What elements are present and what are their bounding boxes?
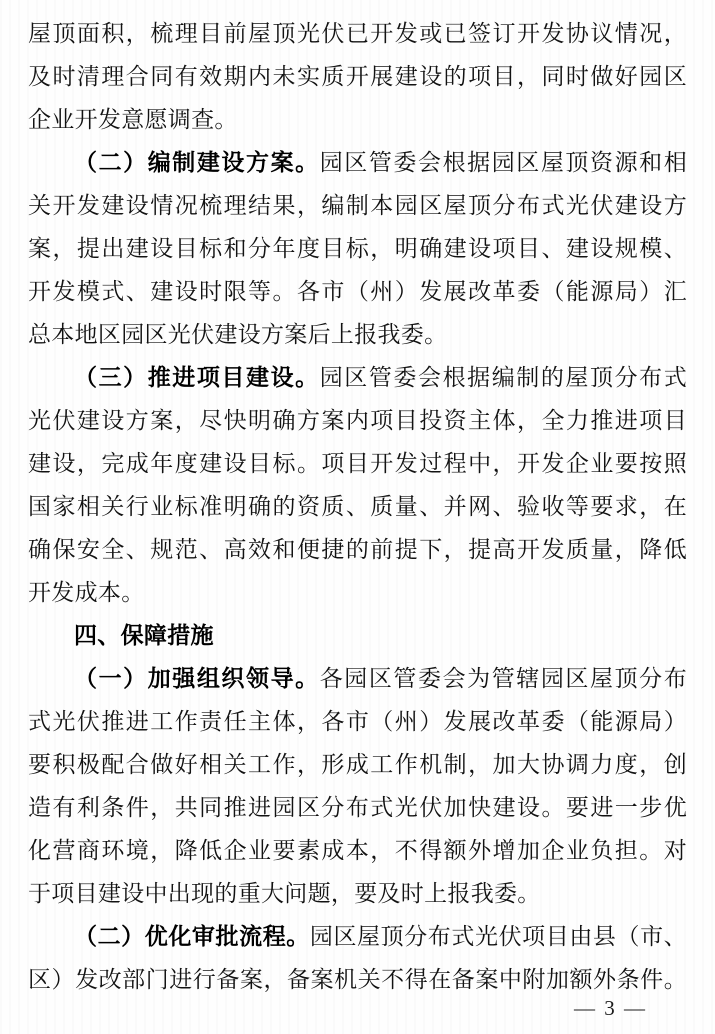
line-text: 各园区管委会为管辖园区屋顶分布 — [319, 666, 688, 691]
text-line — [0, 184, 715, 227]
line-text: 造有利条件，共同推进园区分布式光伏加快建设。要进一步优 — [28, 795, 687, 820]
text-line-section-2-heading — [0, 141, 715, 184]
page-number: — 3 — — [574, 996, 647, 1020]
line-text: 开发模式、建设时限等。各市（州）发展改革委（能源局）汇 — [28, 279, 687, 304]
line-lead-bold: （三）推进项目建设。 — [74, 365, 320, 390]
line-text: 区）发改部门进行备案，备案机关不得在备案中附加额外条件。 — [28, 967, 687, 992]
line-text: 园区屋顶分布式光伏项目由县（市、 — [309, 924, 687, 949]
text-line — [0, 313, 715, 356]
line-text: 化营商环境，降低企业要素成本，不得额外增加企业负担。对 — [28, 838, 687, 863]
text-line-section-2b-heading — [0, 915, 715, 958]
text-line — [0, 829, 715, 872]
line-text: 要积极配合做好相关工作，形成工作机制，加大协调力度，创 — [28, 752, 687, 777]
line-text: 及时清理合同有效期内未实质开展建设的项目，同时做好园区 — [28, 64, 687, 89]
text-line — [0, 485, 715, 528]
text-line — [0, 55, 715, 98]
line-text: 建设，完成年度建设目标。项目开发过程中，开发企业要按照 — [28, 451, 687, 476]
line-text: 确保安全、规范、高效和便捷的前提下，提高开发质量，降低 — [28, 537, 687, 562]
text-line — [0, 872, 715, 915]
text-line — [0, 700, 715, 743]
text-line — [0, 98, 715, 141]
text-line — [0, 528, 715, 571]
line-text: 式光伏推进工作责任主体，各市（州）发展改革委（能源局） — [28, 709, 687, 734]
line-text: 国家相关行业标准明确的资质、质量、并网、验收等要求，在 — [28, 494, 687, 519]
line-text: 开发成本。 — [28, 580, 145, 605]
line-text: 园区管委会根据园区屋顶资源和相 — [319, 150, 688, 175]
text-line — [0, 399, 715, 442]
line-text: 总本地区园区光伏建设方案后上报我委。 — [28, 322, 448, 347]
line-lead-bold: （二）编制建设方案。 — [74, 150, 320, 175]
text-line — [0, 786, 715, 829]
text-line — [0, 442, 715, 485]
line-text: 企业开发意愿调查。 — [28, 107, 238, 132]
text-line-chapter-4-heading — [0, 614, 715, 657]
line-text: 光伏建设方案，尽快明确方案内项目投资主体，全力推进项目 — [28, 408, 687, 433]
text-line-section-3-heading — [0, 356, 715, 399]
line-lead-bold: （一）加强组织领导。 — [74, 666, 320, 691]
text-line — [0, 958, 715, 1001]
text-line-section-1-heading — [0, 657, 715, 700]
text-line — [0, 571, 715, 614]
line-text: 于项目建设中出现的重大问题，要及时上报我委。 — [28, 881, 541, 906]
text-line — [0, 227, 715, 270]
text-line — [0, 743, 715, 786]
line-text: 关开发建设情况梳理结果，编制本园区屋顶分布式光伏建设方 — [28, 193, 687, 218]
line-text: 案，提出建设目标和分年度目标，明确建设项目、建设规模、 — [28, 236, 687, 261]
line-text: 园区管委会根据编制的屋顶分布式 — [319, 365, 688, 390]
text-line — [0, 12, 715, 55]
line-lead-bold: （二）优化审批流程。 — [74, 924, 310, 949]
line-lead-bold: 四、保障措施 — [74, 623, 214, 648]
text-line — [0, 270, 715, 313]
line-text: 屋顶面积，梳理目前屋顶光伏已开发或已签订开发协议情况， — [28, 21, 687, 46]
